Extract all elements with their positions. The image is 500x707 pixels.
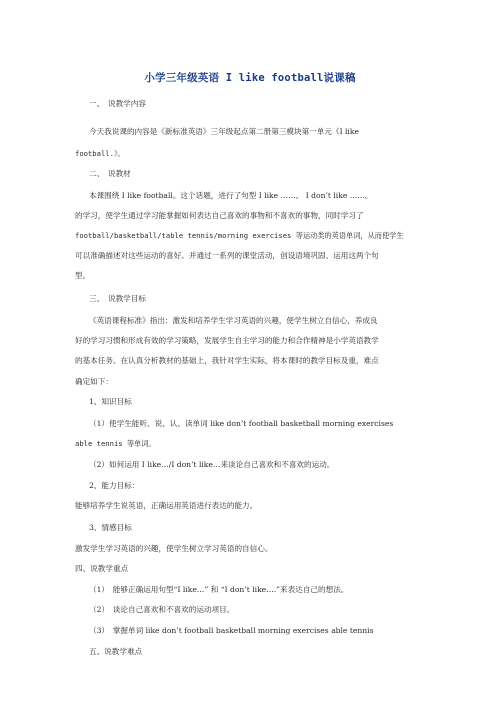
subsection-heading: 3、情感目标 [89, 523, 132, 532]
paragraph-line: football/basketball/table tennis/morning exercises 等运动类的英语单词，从而使学生 [75, 231, 404, 240]
paragraph-line: 本课围绕 I like football。这个话题，进行了句型 I like ……。 I don’t like ……。 [89, 191, 373, 200]
paragraph-line: 好的学习习惯和形成有效的学习策略，发展学生自主学习的能力和合作精神是小学英语教学 [75, 336, 379, 345]
paragraph-line: 激发学生学习英语的兴趣，使学生树立学习英语的自信心。 [75, 544, 273, 553]
section-heading: 二、 说教材 [89, 169, 131, 178]
document-title: 小学三年级英语 I like football说课稿 [144, 72, 356, 84]
paragraph-line: 型。 [75, 271, 91, 280]
paragraph-line: able tennis 等单词。 [75, 439, 156, 448]
list-item: （2） 谈论自己喜欢和不喜欢的运动项目。 [89, 605, 235, 614]
paragraph-line: 能够培养学生说英语，正确运用英语进行表达的能力。 [75, 501, 258, 510]
section-heading: 四、说教学重点 [75, 564, 129, 573]
paragraph-line: 今天我说课的内容是《新标准英语》三年级起点第二册第三模块第一单元《I like [89, 127, 359, 136]
paragraph-line: （2）如何运用 I like…/I don’t like…来谈论自己喜欢和不喜欢的运动。 [89, 460, 335, 469]
section-heading: 一、 说教学内容 [89, 99, 146, 108]
paragraph-line: 确定如下： [75, 377, 113, 386]
paragraph-line: 《英语课程标准》指出：激发和培养学生学习英语的兴趣，使学生树立自信心，养成良 [89, 316, 378, 325]
section-heading: 五、说教学难点 [89, 647, 143, 656]
paragraph-line: 的学习，使学生通过学习能掌握如何表达自己喜欢的事物和不喜欢的事物，同时学习了 [75, 211, 364, 220]
subsection-heading: 1、知识目标 [89, 397, 132, 406]
section-heading: 三、 说教学目标 [89, 294, 146, 303]
paragraph-line: 可以准确描述对这些运动的喜好。并通过一系列的课堂活动，创设语境巩固、运用这两个句 [75, 251, 379, 260]
paragraph-line: （1）使学生能听、说、认、读单词 like don’t football basketball morning exercises [89, 419, 394, 428]
paragraph-line: 的基本任务。在认真分析教材的基础上，我针对学生实际，将本课时的教学目标及重，难点 [75, 356, 379, 365]
list-item: （3） 掌握单词 like don’t football basketball morning exercises able tennis [89, 626, 374, 635]
paragraph-line: football.》。 [75, 149, 125, 158]
subsection-heading: 2、能力目标： [89, 481, 140, 490]
list-item: （1） 能够正确运用句型“I like…” 和 “I don’t like….”来表达自己的想法。 [89, 585, 349, 594]
